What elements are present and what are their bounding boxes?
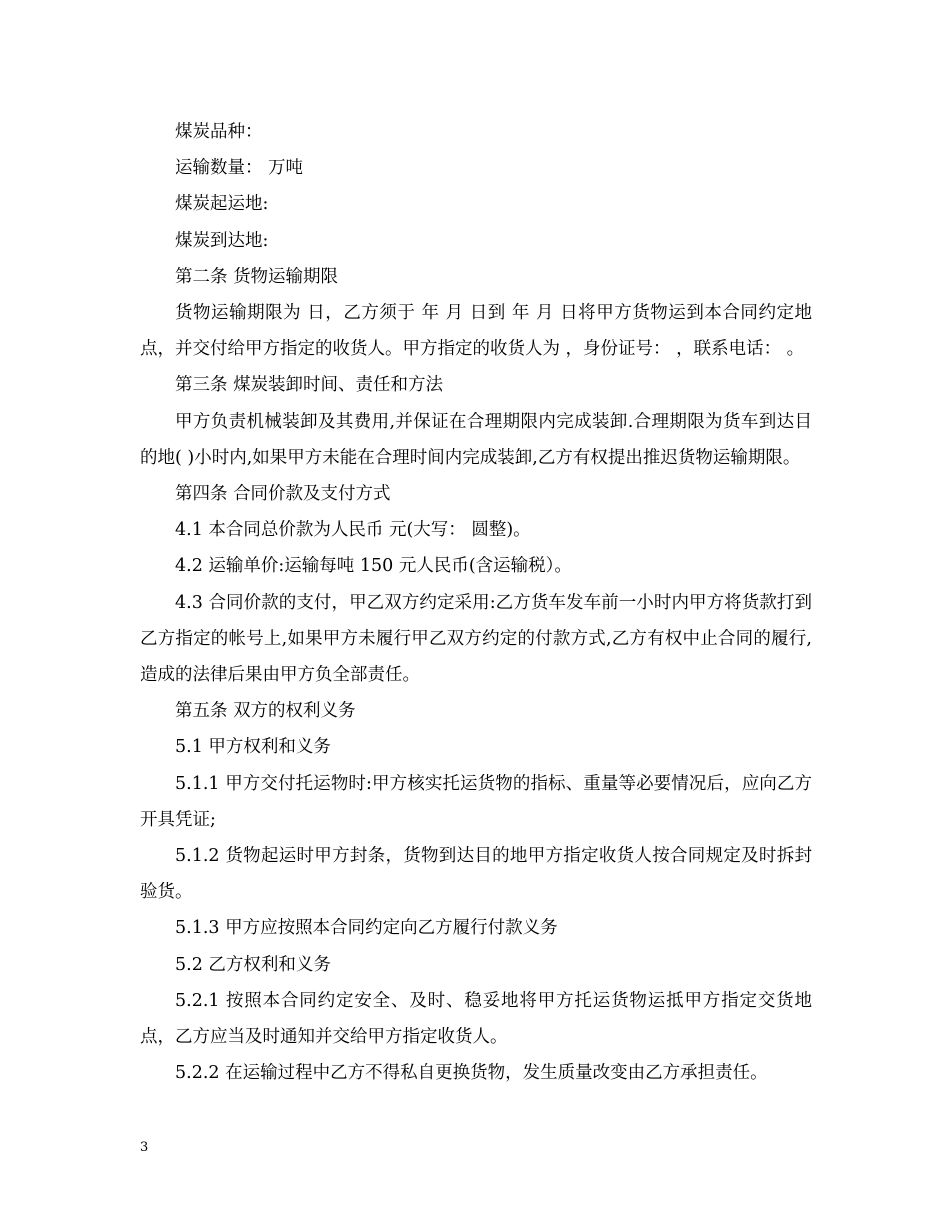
clause-4-3: 4.3 合同价款的支付，甲乙双方约定采用:乙方货车发车前一小时内甲方将货款打到乙方指定的帐号上,如果甲方未履行甲乙双方约定的付款方式,乙方有权中止合同的履行,造成的法律后果由甲方负全部责任。 (140, 592, 812, 686)
article-4-heading: 第四条 合同价款及支付方式 (175, 484, 391, 505)
clause-4-1: 4.1 本合同总价款为人民币 元(大写： 圆整)。 (175, 520, 531, 541)
paragraph-transport-quantity: 运输数量： 万吨 (175, 158, 304, 179)
article-5-heading: 第五条 双方的权利义务 (175, 701, 356, 722)
clause-5-2: 5.2 乙方权利和义务 (175, 954, 331, 975)
article-3-body: 甲方负责机械装卸及其费用,并保证在合理期限内完成装卸.合理期限为货车到达目的地( )小时内,如果甲方未能在合理时间内完成装卸,乙方有权提出推迟货物运输期限。 (140, 411, 812, 468)
contract-body (140, 114, 812, 1091)
clause-5-1-1: 5.1.1 甲方交付托运物时:甲方核实托运货物的指标、重量等必要情况后，应向乙方开具凭证; (140, 773, 812, 830)
clause-5-1-2: 5.1.2 货物起运时甲方封条，货物到达目的地甲方指定收货人按合同规定及时拆封验货。 (140, 846, 812, 903)
clause-5-2-2: 5.2.2 在运输过程中乙方不得私自更换货物，发生质量改变由乙方承担责任。 (175, 1063, 768, 1084)
article-2-body: 货物运输期限为 日，乙方须于 年 月 日到 年 月 日将甲方货物运到本合同约定地点，并交付给甲方指定的收货人。甲方指定的收货人为 ，身份证号： ，联系电话： 。 (140, 303, 812, 360)
clause-4-2: 4.2 运输单价:运输每吨 150 元人民币(含运输税）。 (175, 556, 572, 577)
paragraph-destination: 煤炭到达地: (175, 230, 269, 251)
article-2-heading: 第二条 货物运输期限 (175, 266, 339, 287)
clause-5-2-1: 5.2.1 按照本合同约定安全、及时、稳妥地将甲方托运货物运抵甲方指定交货地点，乙方应当及时通知并交给甲方指定收货人。 (140, 990, 812, 1048)
clause-5-1: 5.1 甲方权利和义务 (175, 737, 331, 758)
article-3-heading: 第三条 煤炭装卸时间、责任和方法 (175, 375, 444, 396)
page-number: 3 (140, 1140, 149, 1155)
paragraph-coal-type: 煤炭品种： (175, 122, 263, 142)
paragraph-origin: 煤炭起运地: (175, 194, 269, 215)
clause-5-1-3: 5.1.3 甲方应按照本合同约定向乙方履行付款义务 (175, 918, 558, 939)
